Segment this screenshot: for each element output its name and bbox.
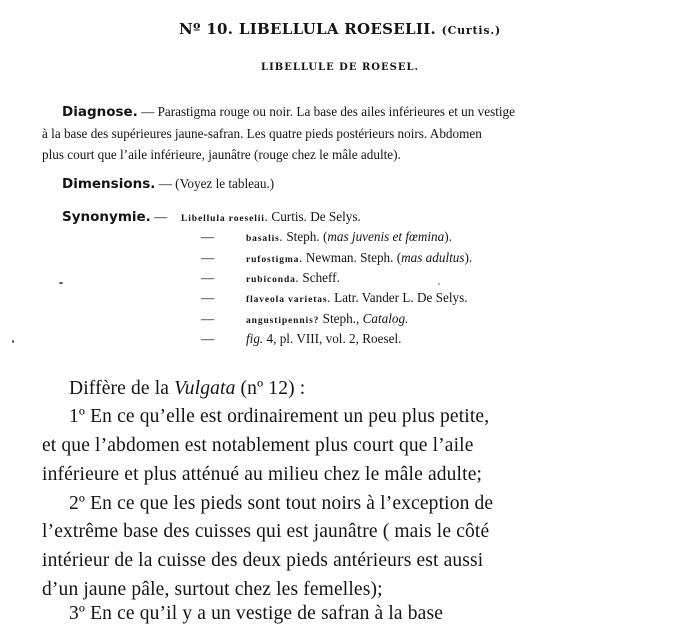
body-line-6: l’extrême base des cuisses qui est jaunâtre ( mais le côté: [42, 521, 490, 542]
synonym-row: [246, 331, 401, 347]
print-speck: [438, 283, 440, 285]
dimensions-label: Dimensions.: [62, 176, 156, 192]
synonym-dash: —: [201, 330, 215, 346]
species-name: LIBELLULA ROESELII.: [238, 20, 437, 38]
synonym-tail: 4, pl. VIII, vol. 2, Roesel.: [263, 330, 402, 346]
synonym-row: [181, 209, 361, 225]
body-line-5: 2º En ce que les pieds sont tout noirs à l’exception de: [69, 493, 494, 514]
print-speck: [59, 282, 63, 284]
synonym-text: Steph.,: [319, 310, 363, 326]
body-line-1: [69, 378, 305, 400]
dimensions-text: — (Voyez le tableau.): [155, 176, 275, 191]
common-name: LIBELLULE DE ROESEL.: [261, 62, 419, 73]
synonym-sc: basalis.: [246, 234, 284, 245]
synonym-it: Catalog.: [362, 310, 409, 326]
diagnose-line-1: — Parastigma rouge ou noir. La base des ailes inférieures et un vestige: [137, 104, 516, 119]
body-line-7: intérieur de la cuisse des deux pieds antérieurs est aussi: [42, 550, 484, 571]
body-line-1-c: (nº 12) :: [235, 378, 306, 399]
synonym-text: Scheff.: [299, 269, 340, 285]
synonym-sc: Libellula roeselii.: [181, 214, 269, 224]
synonymie-heading: [62, 209, 167, 225]
synonym-dash: —: [201, 229, 215, 245]
synonymie-lead-dash: —: [150, 209, 168, 224]
synonym-dash: —: [201, 310, 215, 326]
body-line-4: inférieure et plus atténué au milieu chez le mâle adulte;: [42, 464, 483, 485]
body-line-9: 3º En ce qu’il y a un vestige de safran à la base: [69, 603, 444, 624]
synonym-tail: ).: [444, 229, 452, 245]
synonym-dash: —: [201, 249, 215, 265]
body-line-1-b: Vulgata: [174, 378, 236, 399]
synonym-sc: flaveola varietas.: [246, 295, 331, 306]
synonym-sc: rubiconda.: [246, 274, 300, 285]
synonym-it: mas adultus: [401, 249, 465, 265]
synonym-row: [246, 290, 468, 306]
synonymie-label: Synonymie.: [62, 209, 151, 225]
synonym-dash: —: [201, 290, 215, 306]
synonym-tail: ).: [464, 249, 473, 265]
synonym-it: fig.: [246, 330, 264, 346]
body-line-2: 1º En ce qu’elle est ordinairement un peu plus petite,: [69, 406, 490, 427]
species-author: (Curtis.): [441, 24, 502, 37]
body-line-1-a: Diffère de la: [69, 378, 175, 399]
diagnose-label: Diagnose.: [62, 104, 138, 120]
synonym-row: [246, 250, 472, 266]
synonym-text: Newman. Steph. (: [302, 249, 402, 265]
species-title: [0, 20, 680, 38]
dimensions-line: [62, 176, 274, 192]
body-line-3: et que l’abdomen est notablement plus court que l’aile: [42, 435, 474, 456]
synonym-row: [246, 311, 408, 327]
diagnose-line-3: plus court que l’aile inférieure, jaunâtre (rouge chez le mâle adulte).: [42, 147, 401, 162]
synonym-text: Steph. (: [283, 229, 328, 245]
diagnose-line-2: à la base des supérieures jaune-safran. Les quatre pieds postérieurs noirs. Abdomen: [42, 126, 482, 141]
synonym-row: [246, 270, 340, 286]
diagnose-paragraph: [42, 101, 602, 165]
body-line-8: d’un jaune pâle, surtout chez les femelles);: [42, 579, 383, 600]
print-speck: [12, 340, 14, 343]
synonym-sc: rufostigma.: [246, 254, 303, 265]
species-number: Nº 10.: [178, 20, 234, 38]
synonym-dash: —: [201, 269, 215, 285]
synonym-text: Curtis. De Selys.: [268, 209, 361, 224]
synonym-it: mas juvenis et fœmina: [327, 229, 445, 245]
synonym-sc: angustipennis?: [246, 315, 320, 326]
synonym-text: Latr. Vander L. De Selys.: [330, 290, 468, 306]
synonym-row: [246, 229, 452, 245]
